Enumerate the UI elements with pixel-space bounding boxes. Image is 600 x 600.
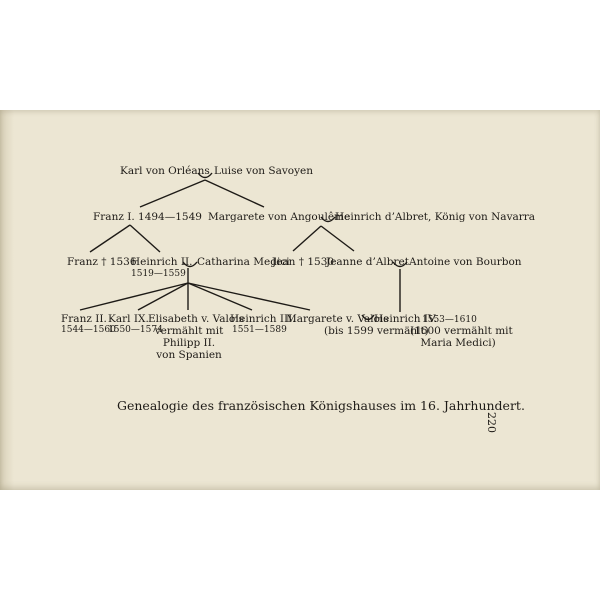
person-franz-i: Franz I. 1494—1549: [93, 211, 202, 223]
person-elisabeth-note-3: von Spanien: [156, 349, 222, 361]
descent-line: [188, 283, 252, 310]
person-elisabeth-note-2: Philipp II.: [162, 337, 216, 349]
person-margarete-v-valois-note: (bis 1599 vermählt): [324, 325, 429, 337]
person-franz-1536: Franz † 1536: [67, 256, 137, 268]
person-catharina-medici: Catharina Medici: [197, 256, 290, 268]
descent-line: [80, 283, 188, 310]
person-heinrich-iv-note-1: (1600 vermählt mit: [410, 325, 513, 337]
person-heinrich-iii-dates: 1551—1589: [232, 325, 287, 335]
person-elisabeth-v-valois: Elisabeth v. Valois: [148, 313, 244, 325]
descent-line: [188, 283, 310, 310]
person-franz-ii-dates: 1544—1560: [61, 325, 116, 335]
descent-line: [205, 180, 264, 207]
person-jean-1530: Jean † 1530: [272, 256, 335, 268]
page-number: 220: [485, 412, 498, 433]
descent-line: [293, 226, 321, 251]
descent-line: [321, 226, 354, 251]
person-margarete-v-valois: Margarete v. Valois: [286, 313, 389, 325]
person-elisabeth-note-1: vermählt mit: [154, 325, 224, 337]
descent-line: [90, 225, 130, 252]
person-karl-ix: Karl IX.: [108, 313, 149, 325]
person-heinrich-iv-dates: 1553—1610: [422, 315, 477, 325]
descent-line: [140, 180, 205, 207]
person-luise-von-savoyen: Luise von Savoyen: [214, 165, 314, 177]
person-franz-ii: Franz II.: [61, 313, 107, 325]
person-karl-ix-dates: 1550—1574: [108, 325, 163, 335]
person-heinrich-ii-dates: 1519—1559: [131, 269, 186, 279]
person-heinrich-iv-note-2: Maria Medici): [420, 337, 496, 349]
person-heinrich-iv: Heinrich IV.: [374, 313, 438, 325]
person-heinrich-iii: Heinrich III.: [230, 313, 296, 325]
descent-line: [138, 283, 188, 310]
person-karl-von-orleans: Karl von Orléans: [120, 165, 210, 177]
person-margarete-von-angouleme: Margarete von Angoulême: [208, 211, 351, 223]
person-heinrich-d-albret: Heinrich d’Albret, König von Navarra: [335, 211, 536, 223]
person-heinrich-ii: Heinrich II.: [131, 256, 193, 268]
person-jeanne-d-albret: Jeanne d’Albret: [326, 256, 409, 268]
person-antoine-von-bourbon: Antoine von Bourbon: [409, 256, 522, 268]
figure-caption: Genealogie des französischen Königshauses im 16. Jahrhundert.: [117, 398, 525, 413]
descent-line: [130, 225, 160, 252]
